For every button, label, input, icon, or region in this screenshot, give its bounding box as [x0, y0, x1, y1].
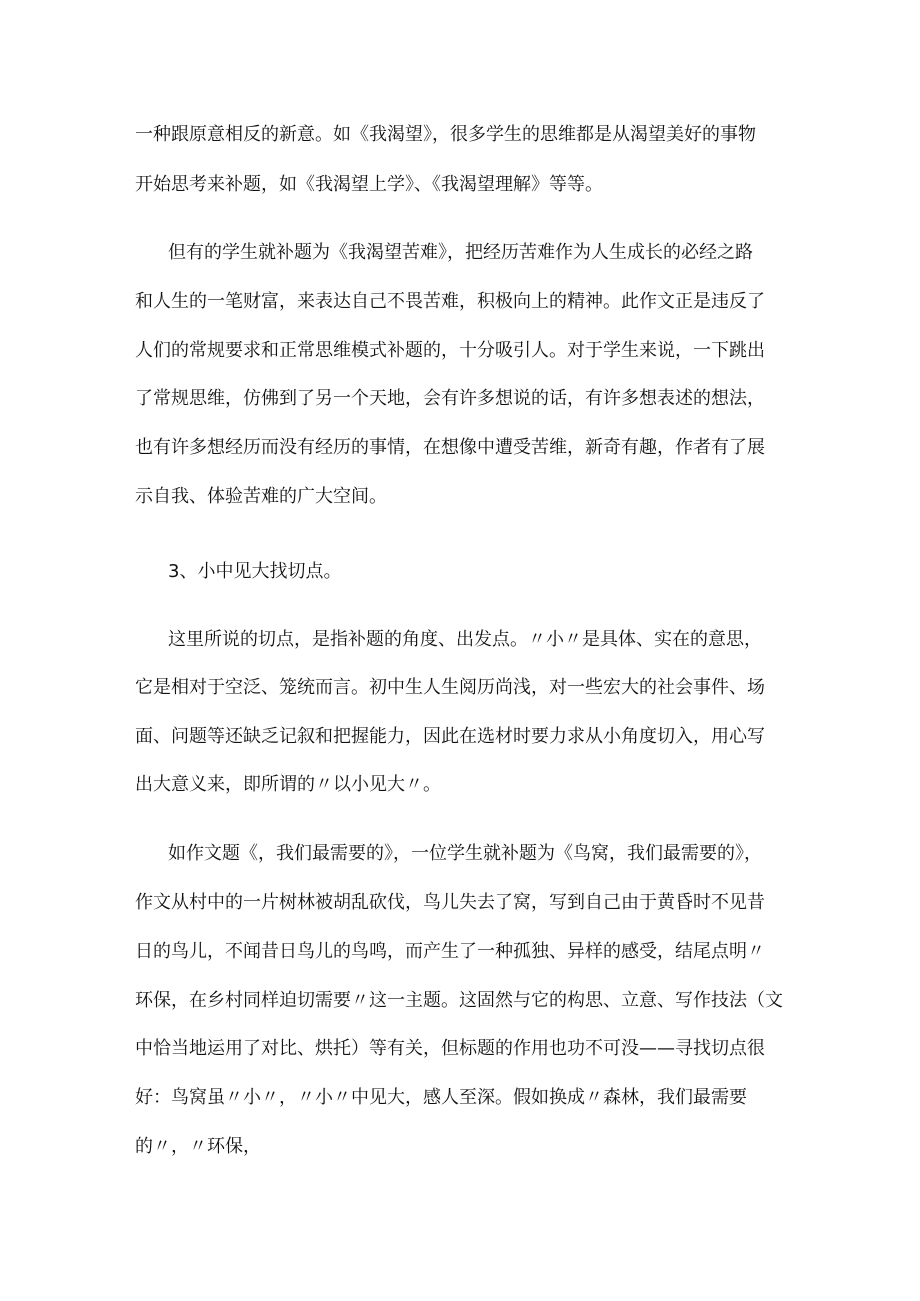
- text-line-2: 开始思考来补题，如《我渴望上学》、《我渴望理解》等等。: [135, 174, 603, 195]
- paragraph-start-line-3: 但有的学生就补题为《我渴望苦难》，把经历苦难作为人生成长的必经之路: [168, 242, 753, 263]
- section-heading: 3、小中见大找切点。: [168, 561, 342, 582]
- text-line-5: 人们的常规要求和正常思维模式补题的，十分吸引人。对于学生来说，一下跳出: [135, 340, 765, 361]
- text-line-4: 和人生的一笔财富，来表达自己不畏苦难，积极向上的精神。此作文正是违反了: [135, 291, 765, 312]
- text-line-13: 出大意义来，即所谓的〃以小见大〃。: [135, 774, 441, 795]
- text-line-12: 面、问题等还缺乏记叙和把握能力，因此在选材时要力求从小角度切入，用心写: [135, 726, 765, 747]
- text-line-6: 了常规思维，仿佛到了另一个天地，会有许多想说的话，有许多想表述的想法，: [135, 388, 765, 409]
- paragraph-start-line-14: 如作文题《，我们最需要的》，一位学生就补题为《鸟窝，我们最需要的》，: [168, 843, 762, 864]
- text-line-7: 也有许多想经历而没有经历的事情，在想像中遭受苦维，新奇有趣，作者有了展: [135, 437, 765, 458]
- paragraph-start-line-10: 这里所说的切点，是指补题的角度、出发点。〃小〃是具体、实在的意思，: [168, 629, 762, 650]
- text-line-17: 环保，在乡村同样迫切需要〃这一主题。这固然与它的构思、立意、写作技法（文: [135, 990, 783, 1011]
- text-line-20: 的〃，〃环保，: [135, 1136, 261, 1157]
- text-line-8: 示自我、体验苦难的广大空间。: [135, 486, 387, 507]
- text-line-11: 它是相对于空泛、笼统而言。初中生人生阅历尚浅，对一些宏大的社会事件、场: [135, 677, 765, 698]
- text-line-19: 好：鸟窝虽〃小〃，〃小〃中见大，感人至深。假如换成〃森林，我们最需要: [135, 1087, 747, 1108]
- text-line-1: 一种跟原意相反的新意。如《我渴望》，很多学生的思维都是从渴望美好的事物: [135, 124, 756, 145]
- text-line-15: 作文从村中的一片树林被胡乱砍伐，鸟儿失去了窝，写到自己由于黄昏时不见昔: [135, 892, 765, 913]
- text-line-18: 中恰当地运用了对比、烘托）等有关，但标题的作用也功不可没——寻找切点很: [135, 1038, 765, 1059]
- text-line-16: 日的鸟儿，不闻昔日鸟儿的鸟鸣，而产生了一种孤独、异样的感受，结尾点明〃: [135, 941, 765, 962]
